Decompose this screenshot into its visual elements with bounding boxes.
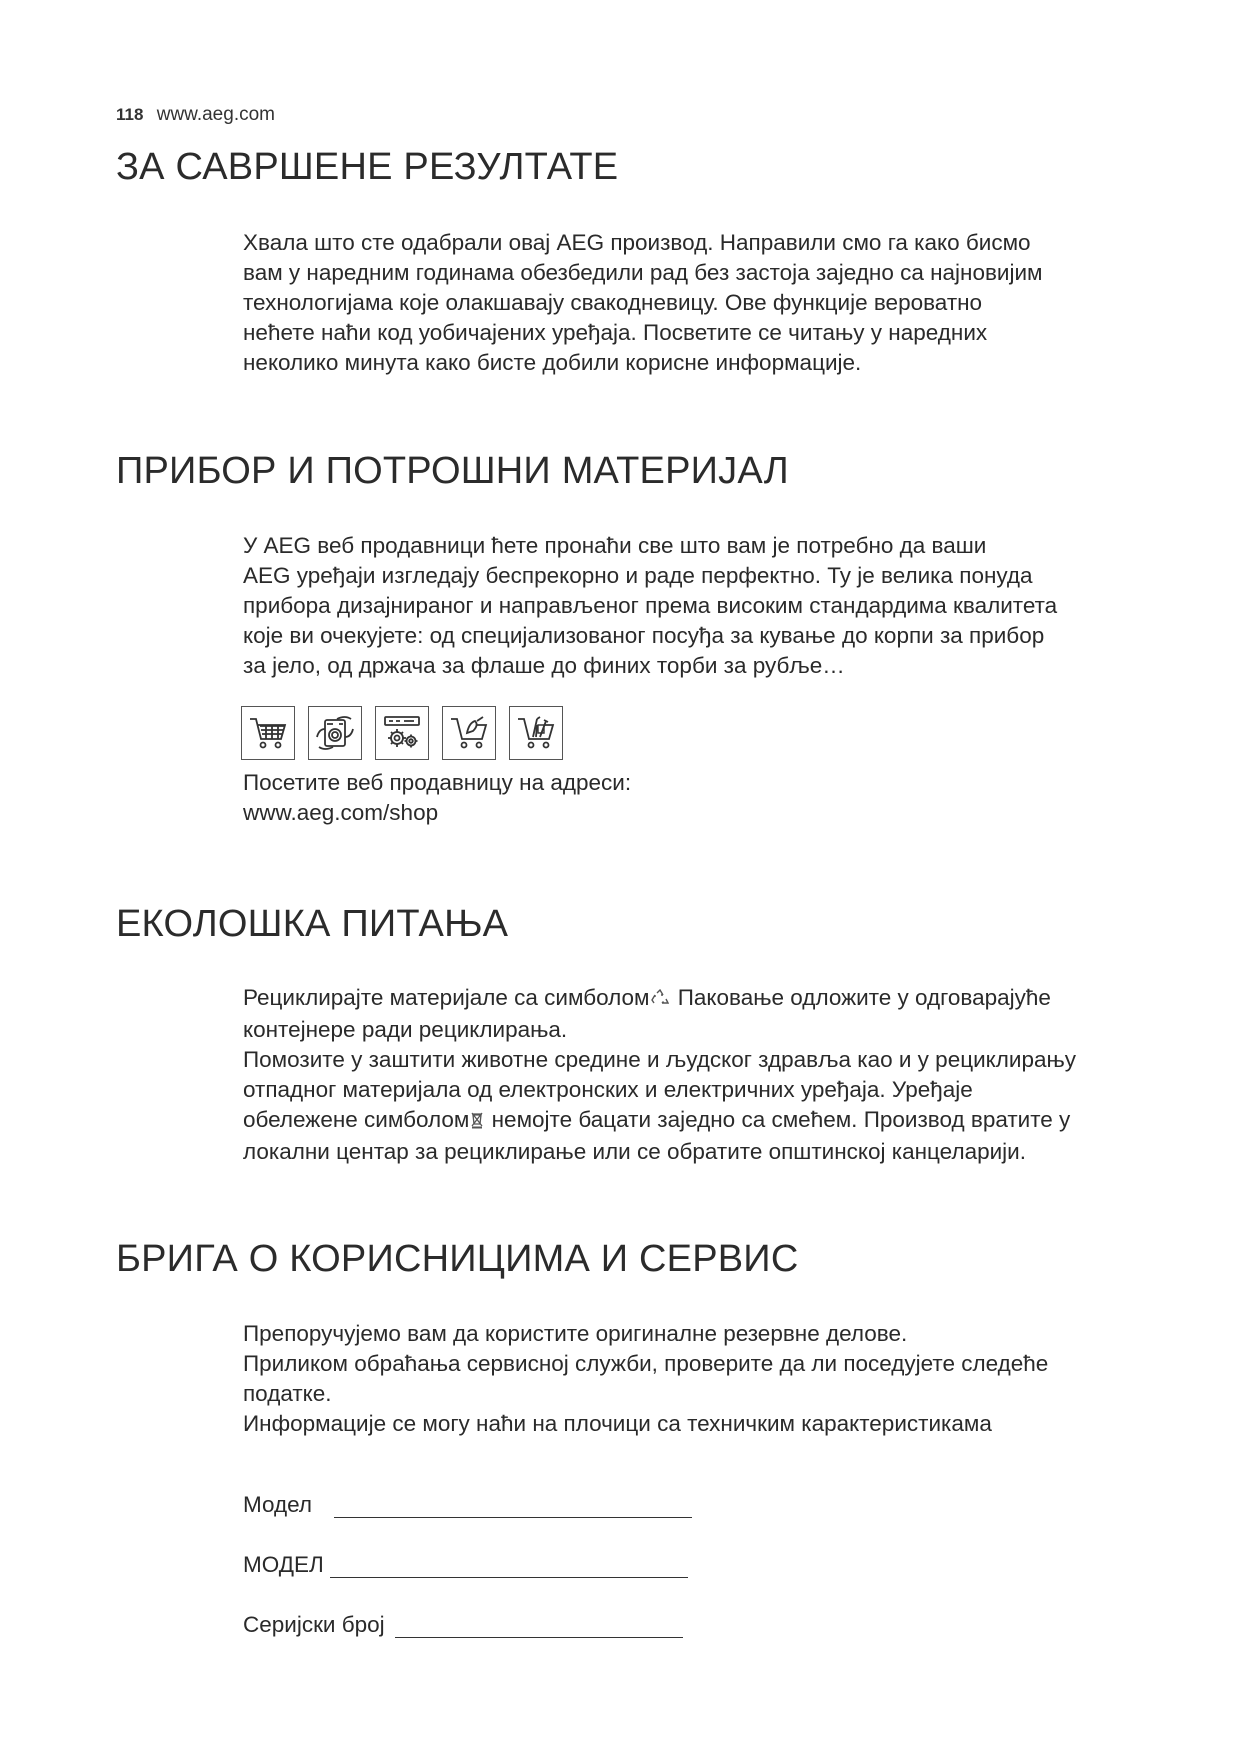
- utensils-basket-icon: [509, 706, 563, 760]
- text-segment: Паковање одложите у одговарајуће: [671, 985, 1051, 1010]
- page-header: [116, 104, 275, 126]
- text-line: контејнере ради рециклирања.: [243, 1017, 568, 1042]
- text-line: Информације се могу наћи на плочици са техничким карактеристикама: [243, 1411, 992, 1436]
- section-title-perfect-results: ЗА САВРШЕНЕ РЕЗУЛТАТЕ: [116, 146, 619, 188]
- text-line: отпадног материјала од електронских и електричних уређаја. Уређаје: [243, 1077, 973, 1102]
- serial-number-blank-line[interactable]: [395, 1617, 683, 1638]
- text-line: за јело, од држача за флаше до финих торби за рубље…: [243, 653, 845, 678]
- shopping-cart-icon: [241, 706, 295, 760]
- serial-number-label: Серијски број: [243, 1612, 385, 1637]
- text-segment: Рециклирајте материјале са симболом: [243, 985, 650, 1010]
- section-title-customer-care: БРИГА О КОРИСНИЦИМА И СЕРВИС: [116, 1238, 799, 1280]
- crossed-bin-symbol-icon: [471, 1107, 483, 1137]
- customer-care-paragraph: [243, 1319, 1173, 1439]
- text-line: локални центар за рециклирање или се обратите општинској канцеларији.: [243, 1139, 1026, 1164]
- text-line: Препоручујемо вам да користите оригиналне резервне делове.: [243, 1321, 908, 1346]
- text-line: Хвала што сте одабрали овај AEG производ. Направили смо га како бисмо: [243, 230, 1031, 255]
- text-line: вам у наредним годинама обезбедили рад без застоја заједно са најновијим: [243, 260, 1043, 285]
- shop-paragraph: [243, 768, 1173, 828]
- text-line: Приликом обраћања сервисној служби, проверите да ли поседујете следеће: [243, 1351, 1049, 1376]
- text-line: које ви очекујете: од специјализованог посуђа за кување до корпи за прибор: [243, 623, 1045, 648]
- serial-number-field-row: [243, 1612, 683, 1638]
- text-line: AEG уређаји изгледају беспрекорно и раде перфектно. Ту је велика понуда: [243, 563, 1033, 588]
- section-title-environment: ЕКОЛОШКА ПИТАЊА: [116, 903, 509, 945]
- text-line: [243, 983, 1173, 1015]
- text-segment: немојте бацати заједно са смећем. Производ вратите у: [485, 1107, 1071, 1132]
- text-line: податке.: [243, 1381, 332, 1406]
- shop-url-link[interactable]: www.aeg.com/shop: [243, 800, 439, 825]
- cart-accessories-icon: [442, 706, 496, 760]
- accessories-paragraph: [243, 531, 1173, 681]
- recycling-symbol-icon: [651, 985, 669, 1015]
- text-line: технологијама које олакшавају свакодневицу. Ове функције вероватно: [243, 290, 983, 315]
- model-caps-field-row: [243, 1552, 688, 1578]
- text-line: Помозите у заштити животне средине и људског здравља као и у рециклирању: [243, 1047, 1077, 1072]
- model-blank-line[interactable]: [334, 1497, 692, 1518]
- shop-icons-row: [241, 706, 563, 760]
- text-line: У AEG веб продавници ћете пронаћи све што вам је потребно да ваши: [243, 533, 987, 558]
- appliance-settings-gear-icon: [375, 706, 429, 760]
- environment-paragraph: [243, 983, 1173, 1167]
- text-line: неколико минута како бисте добили корисне информације.: [243, 350, 862, 375]
- intro-paragraph: [243, 228, 1173, 378]
- text-line: прибора дизајнираног и направљеног према високим стандардима квалитета: [243, 593, 1058, 618]
- text-line: [243, 1105, 1173, 1137]
- text-line: нећете наћи код уобичајених уређаја. Посветите се читању у наредних: [243, 320, 988, 345]
- washing-machine-care-icon: [308, 706, 362, 760]
- model-label: Модел: [243, 1492, 313, 1517]
- page-number: 118: [116, 105, 144, 124]
- model-caps-blank-line[interactable]: [330, 1557, 688, 1578]
- section-title-accessories: ПРИБОР И ПОТРОШНИ МАТЕРИЈАЛ: [116, 450, 789, 492]
- model-field-row: [243, 1492, 692, 1518]
- model-caps-label: МОДЕЛ: [243, 1552, 324, 1577]
- shop-visit-text: Посетите веб продавницу на адреси:: [243, 770, 632, 795]
- text-segment: обележене симболом: [243, 1107, 470, 1132]
- website-link[interactable]: www.aeg.com: [156, 104, 275, 125]
